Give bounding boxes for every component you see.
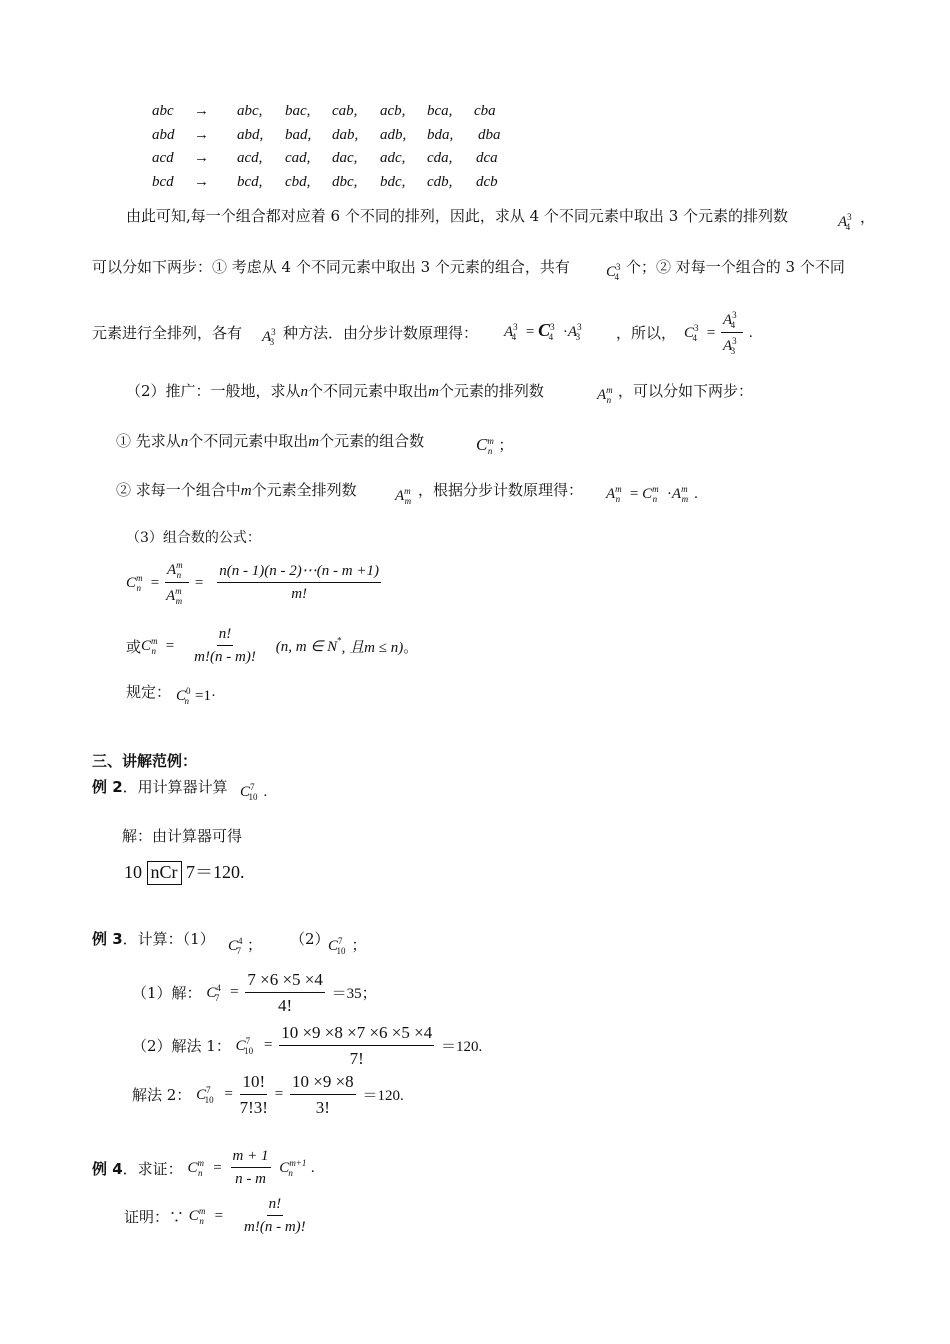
sym-sub: n: [151, 646, 157, 657]
text: ．计算：（1）: [122, 930, 215, 948]
sym-letter: A: [165, 588, 176, 605]
perm: cba: [474, 103, 496, 119]
numerator: m + 1: [231, 1148, 271, 1168]
fraction: [245, 970, 325, 1015]
sym-letter: A: [606, 486, 616, 502]
sym-sup: 3: [732, 336, 737, 347]
sym-letter: C: [176, 688, 187, 704]
sym-letter: C: [240, 784, 251, 800]
combo: bcd: [152, 174, 174, 190]
text: 个元素的组合数: [319, 432, 425, 450]
sym-sub: 4: [511, 332, 517, 342]
perm: bcd,: [237, 174, 263, 190]
example-3: [92, 928, 215, 949]
numerator: 10 ×9 ×8 ×7 ×6 ×5 ×4: [279, 1023, 434, 1046]
fraction: [240, 1072, 268, 1117]
fraction: [165, 560, 189, 607]
semicolon: ；: [351, 938, 367, 954]
var-n: n: [180, 434, 189, 450]
symbol-C-4-3: [606, 262, 625, 282]
period: .: [748, 324, 753, 341]
perm: bad,: [285, 127, 312, 143]
sym-sub: 4: [548, 332, 554, 342]
perm: dac,: [332, 150, 358, 166]
label: 解法 2：: [132, 1086, 192, 1105]
sym-sup: 7: [338, 936, 343, 946]
equals: =: [230, 984, 239, 1001]
fraction: [721, 310, 743, 357]
ex3-solution-1: [132, 970, 377, 1015]
perm: bda,: [427, 127, 454, 143]
example-label: 例 3: [92, 930, 123, 948]
sym-sup: m: [198, 1206, 206, 1217]
sym-sup: m: [176, 560, 183, 570]
equals: =: [629, 486, 639, 502]
symbol-C-n-m: [476, 434, 513, 456]
dot: ·: [210, 688, 216, 704]
sym-letter: A: [838, 214, 848, 230]
equals: =: [263, 1037, 273, 1054]
text: ② 求每一个组合中: [116, 481, 241, 499]
condition: , 且m ≤ n): [341, 639, 404, 656]
sym-sub: 3: [730, 346, 736, 357]
sym-letter: C: [141, 638, 152, 655]
perm: cda,: [427, 150, 453, 166]
sym-letter: C: [196, 1086, 207, 1103]
sym-letter: A: [597, 387, 607, 403]
numerator: n!: [267, 1196, 284, 1216]
perm: bac,: [285, 103, 311, 119]
sym-sup: m: [404, 486, 411, 496]
perm: cab,: [332, 103, 358, 119]
symbol-A-m-m: [395, 486, 417, 506]
denominator: m!(n - m)!: [244, 1219, 306, 1236]
sym-sub: 4: [845, 222, 851, 232]
equals: =: [706, 324, 716, 341]
equation-C-eq-frac: [684, 310, 753, 357]
combo: abc: [152, 103, 174, 119]
var-m: m: [240, 483, 252, 499]
sym-letter: C: [188, 1208, 199, 1225]
sym-letter: C: [235, 1037, 246, 1054]
sym-letter: A: [262, 329, 272, 345]
rule-formula: [176, 686, 216, 706]
sym-letter: C: [476, 435, 488, 454]
ncr-key: nCr: [147, 861, 182, 885]
label: （2）解法 1：: [132, 1037, 231, 1056]
combo: abd: [152, 127, 175, 143]
sym-sub: 7: [214, 992, 220, 1003]
sym-sub: 3: [575, 332, 581, 342]
perm: acb,: [380, 103, 406, 119]
denominator: 7!: [349, 1048, 364, 1068]
fraction: [290, 1072, 356, 1117]
star: *: [337, 635, 342, 646]
sym-sub: n: [184, 696, 190, 706]
section-heading: 三、讲解范例：: [92, 752, 198, 770]
denominator: 7!3!: [239, 1097, 268, 1117]
equals: =: [150, 574, 160, 591]
para1-line2: [92, 256, 570, 277]
example-label: 例 4: [92, 1159, 123, 1178]
sym-sup: m: [652, 484, 659, 494]
denominator: m!: [291, 586, 308, 603]
sym-letter: C: [642, 486, 653, 502]
proof-label: 证明：∵: [124, 1207, 185, 1226]
symbol-C-7-4: [228, 934, 262, 956]
sym-sub: 10: [336, 946, 346, 956]
text: ．求证：: [122, 1159, 183, 1178]
denominator: n - m: [235, 1171, 266, 1188]
arrow: →: [194, 174, 209, 190]
formula-title: （3）组合数的公式：: [126, 530, 261, 546]
ex3-part2: （2）: [290, 930, 330, 948]
sym-sub: n: [136, 583, 142, 594]
perm: cdb,: [427, 174, 453, 190]
sym-letter: A: [395, 488, 405, 504]
sym-sup: 0: [186, 686, 191, 696]
sym-sub: 7: [236, 946, 242, 956]
sym-letter: A: [671, 486, 682, 502]
sym-sup: m: [197, 1158, 204, 1169]
perm: bca,: [427, 103, 453, 119]
sym-sub: 10: [244, 1045, 254, 1056]
sym-sup: 3: [616, 262, 621, 272]
condition: (n, m ∈ N: [275, 638, 338, 655]
sym-letter: C: [328, 938, 339, 954]
arrow: →: [194, 150, 209, 166]
sym-sup: 4: [216, 982, 221, 993]
para2-end: ，可以分如下两步：: [618, 382, 754, 400]
perm: adb,: [380, 127, 407, 143]
sym-sup: 3: [732, 310, 737, 320]
sym-sup: 3: [513, 322, 518, 332]
calculator-line: [124, 858, 245, 885]
text: 个不同元素中取出: [188, 432, 309, 450]
semicolon: ；: [498, 438, 514, 454]
sym-letter: A: [722, 338, 733, 355]
var-m: m: [308, 434, 320, 450]
para1-line1: [126, 205, 788, 226]
fraction: [180, 626, 270, 667]
sym-sup: m: [151, 636, 158, 647]
sym-sub: n: [199, 1216, 204, 1227]
example-4: [92, 1148, 315, 1189]
equals: =: [194, 574, 204, 591]
text: （2）推广：一般地，求从: [126, 382, 301, 400]
para1-line2-mid: 个；② 对每一个组合的 3 个不同: [626, 258, 845, 276]
text: 个元素的排列数: [438, 382, 544, 400]
equals: =: [213, 1159, 222, 1176]
text: ．用计算器计算: [122, 778, 228, 796]
arrow: →: [194, 127, 209, 143]
combination-formula: [126, 560, 391, 607]
rule: [126, 681, 171, 702]
sym-sub: 4: [730, 320, 736, 330]
sym-sub: 4: [692, 333, 698, 344]
result: ＝120.: [441, 1039, 483, 1056]
label: （1）解：: [132, 984, 202, 1003]
arrow: →: [194, 103, 209, 119]
sym-sup: m: [681, 484, 688, 494]
numerator: n!: [217, 626, 234, 646]
sym-sup: m: [487, 436, 494, 446]
para1-line3-mid: 种方法．由分步计数原理得：: [283, 324, 479, 342]
sym-sup: 3: [847, 212, 852, 222]
var-m: m: [428, 384, 439, 400]
or-text: 或: [126, 637, 142, 656]
equals: =: [224, 1086, 233, 1103]
result: ＝120.: [362, 1088, 404, 1105]
perm: dbc,: [332, 174, 358, 190]
perm: cbd,: [285, 174, 311, 190]
sym-sub: 4: [614, 272, 620, 282]
step1: [116, 430, 424, 451]
perm: abd,: [237, 127, 264, 143]
result: ＝35；: [331, 986, 377, 1003]
perm: cad,: [285, 150, 311, 166]
sym-sub: 10: [248, 792, 258, 802]
calc-pre: 10: [124, 862, 142, 882]
denominator: 3!: [315, 1097, 330, 1117]
para2: [126, 380, 544, 401]
equation-A-eq-C-A: [504, 320, 586, 342]
step2-end: ，根据分步计数原理得：: [418, 481, 584, 499]
sym-letter: A: [504, 324, 514, 340]
sym-sup: 3: [694, 323, 699, 334]
example-label: 例 2: [92, 778, 123, 796]
rule-value: =1: [195, 688, 211, 704]
sym-sub: n: [615, 494, 621, 504]
sym-sub: m: [681, 494, 689, 504]
ex4-proof: [124, 1196, 322, 1237]
sym-sup: 7: [206, 1084, 211, 1095]
period: .: [263, 784, 268, 800]
text: 个元素全排列数: [251, 481, 357, 499]
fraction: [229, 1148, 273, 1189]
sym-sup: 7: [250, 782, 255, 792]
sym-letter: A: [722, 312, 733, 328]
sym-letter: A: [567, 324, 578, 340]
sym-sup: 3: [550, 322, 555, 332]
symbol-C-10-7: [240, 782, 267, 802]
perm: dca: [476, 150, 498, 166]
numerator: n(n - 1)(n - 2)⋯(n - m +1): [217, 563, 381, 583]
step2: [116, 479, 357, 500]
sym-sup: m: [175, 586, 182, 597]
symbol-C-10-7-b: [328, 934, 367, 956]
sym-sup: m+1: [289, 1158, 307, 1169]
example-2: [92, 776, 228, 797]
sym-sub: n: [487, 446, 493, 456]
text: ① 先求从: [116, 432, 181, 450]
dot: ·: [562, 324, 568, 340]
sym-letter: C: [206, 984, 217, 1001]
combination-formula-factorial: [126, 626, 418, 667]
equals: =: [165, 637, 175, 654]
dot: ·: [666, 486, 672, 502]
symbol-A-4-3: [838, 212, 856, 232]
equals: =: [214, 1207, 224, 1224]
perm: dab,: [332, 127, 359, 143]
fraction: [279, 1023, 434, 1068]
perm: abc,: [237, 103, 263, 119]
text: 个不同元素中取出: [308, 382, 429, 400]
sym-sup: m: [136, 573, 143, 584]
sym-sub: m: [404, 496, 412, 506]
symbol-A-n-m: [597, 385, 617, 405]
sym-sub: n: [606, 395, 612, 405]
denominator: m!(n - m)!: [194, 649, 256, 666]
sym-sub: n: [652, 494, 658, 504]
sym-letter: C: [606, 264, 617, 280]
perm: acd,: [237, 150, 263, 166]
semicolon: ；: [247, 938, 263, 954]
perm: dba: [478, 127, 501, 143]
ex3-solution-2: [132, 1023, 482, 1068]
sym-sub: n: [288, 1168, 293, 1179]
perm: adc,: [380, 150, 406, 166]
equals: =: [525, 324, 535, 340]
rule-label: 规定：: [126, 683, 172, 701]
text: 可以分如下两步：① 考虑从 4 个不同元素中取出 3 个元素的组合，共有: [92, 258, 570, 276]
sym-sup: 3: [271, 327, 276, 337]
para1-line3-so: ，所以，: [616, 324, 677, 342]
calc-post: 7＝120.: [186, 862, 245, 882]
text: 由此可知,每一个组合都对应着 6 个不同的排列，因此，求从 4 个不同元素中取出 3 个元素的排列数: [126, 207, 789, 225]
sym-letter: A: [166, 562, 177, 578]
sym-sup: m: [606, 385, 613, 395]
sym-sup: 7: [245, 1035, 251, 1046]
combo: acd: [152, 150, 174, 166]
equation-A-eq-C-A-general: [606, 484, 698, 504]
var-n: n: [300, 384, 309, 400]
sym-sup: 4: [238, 936, 243, 946]
fraction: [209, 563, 389, 604]
sym-sub: n: [197, 1168, 203, 1179]
equals: =: [274, 1086, 284, 1103]
numerator: 10!: [240, 1072, 267, 1095]
numerator: 10 ×9 ×8: [290, 1072, 356, 1095]
para1-line3: 元素进行全排列，各有: [92, 324, 243, 342]
sym-sub: 3: [269, 337, 275, 347]
denominator: 4!: [278, 995, 293, 1015]
period: .: [310, 1160, 315, 1177]
symbol-A-3-3: [262, 327, 280, 347]
sym-letter: C: [228, 938, 239, 954]
sym-sub: m: [175, 596, 183, 607]
sym-letter: C: [684, 325, 695, 342]
sym-sup: 3: [577, 322, 582, 332]
ex2-solution: 解：由计算器可得: [122, 827, 243, 845]
fraction: [230, 1196, 320, 1237]
numerator: 7 ×6 ×5 ×4: [245, 970, 325, 993]
sym-letter: C: [187, 1160, 198, 1177]
perm: bdc,: [380, 174, 406, 190]
perm: dcb: [476, 174, 498, 190]
sym-letter: C: [538, 320, 551, 340]
para1-line1-end: ，: [860, 208, 876, 226]
sym-sup: m: [615, 484, 622, 494]
sym-letter: C: [279, 1160, 290, 1177]
ex3-solution-3: [132, 1072, 404, 1117]
period: 。: [403, 639, 419, 656]
sym-letter: C: [126, 575, 137, 592]
period: .: [694, 486, 698, 502]
sym-sub: 10: [204, 1094, 214, 1105]
sym-sub: n: [176, 570, 182, 580]
